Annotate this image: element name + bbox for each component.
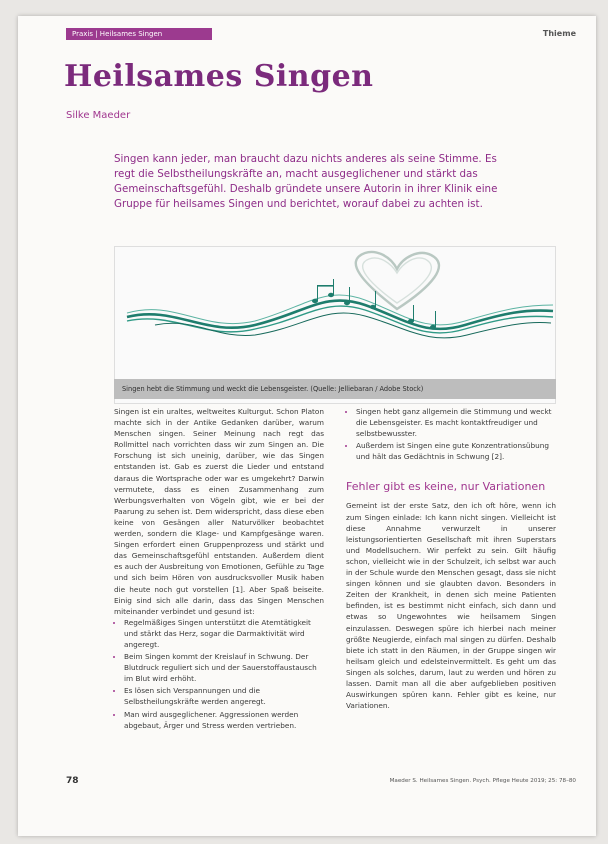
section-rubric: Praxis | Heilsames Singen [66, 28, 212, 40]
benefits-list [114, 617, 324, 731]
publisher-tag: Thieme [542, 29, 576, 38]
article-title: Heilsames Singen [64, 59, 374, 94]
wave-line-1 [127, 300, 553, 328]
list-item: • Regelmäßiges Singen unterstützt die Atemtätigkeit und stärkt das Herz, sogar die Darmaktivität wird angeregt. [124, 617, 324, 650]
body-paragraph: Gemeint ist der erste Satz, den ich oft höre, wenn ich zum Singen einlade: Ich kann nicht singen. Vielleicht ist diese Annahme verwurzelt in unserer leistungsorientierten Gesellschaft mit ihren Superstars und Modellsuchern. Wir perfekt zu sein. Gilt häufig schon, vielleicht wie in der Schulzeit, ich selbst war auch in der Schule wurde den Menschen gesagt, dass sie nicht singen können und sie glaubten davon. Besonders in Zeiten der Krankheit, in denen sich meine Patienten befinden, ist es bestimmt nicht einfach, sich dann und etwas so Ungewohntes wie heilsamem Singen einzulassen. Deswegen spüre ich hierbei nach meiner größte Neugierde, einfach mal singen zu dürfen. Deshalb biete ich statt in den Räumen, in der Gruppe singen wir heilsam gleich und edelsteinvermittelt. Es geht um das Singen als solches, darum, laut zu werden und hören zu lassen. Damit man all die aber aufgeblieben positiven Auswirkungen spüren kann. Fehler gibt es keine, nur Variationen. [346, 501, 556, 711]
heart-inner [363, 258, 432, 303]
list-item: • Man wird ausgeglichener. Aggressionen werden abgebaut, Ärger und Stress werden vertrieben. [124, 709, 324, 731]
magazine-page [18, 16, 596, 836]
left-column [114, 406, 324, 732]
body-paragraph: Singen ist ein uraltes, weltweites Kulturgut. Schon Platon machte sich in der Antike Gedanken darüber, warum Menschen singen. Seiner Meinung nach regt das Rollmittel nach vorrichten dass wir zum Singen an. Die Forschung ist sich uneinig, darüber, wie das Singen entstanden ist. Gab es zuerst die Lieder und entstand daraus die Wortsprache oder war es umgekehrt? Darwin vermutete, dass es einen Zusammenhang zum Werbungsverhalten von Vögeln gibt, wie er bei der Paarung zu sehen ist. Dem widerspricht, dass diese eben keine von Gesängen aller Naturvölker beobachtet werden, sondern die Klage- und Kampfgesänge waren. Singen erfordert einen Gruppenprozess und stärkt und das Gemeinschaftsgefühl entstanden. Außerdem dient es auch der Ausbreitung von Emotionen, Gefühle zu Tage und sich beim Hören von ausdrucksvoller Musik haben die heute noch gut vorstellen [1]. Aber Spaß beiseite. Einig sind sich alle darin, dass das Singen Menschen miteinander verbindet und gesund ist: [114, 407, 324, 616]
list-item: • Außerdem ist Singen eine gute Konzentrationsübung und hält das Gedächtnis in Schwung [2]. [356, 440, 556, 462]
benefits-list-continued [346, 406, 556, 462]
section-subheading: Fehler gibt es keine, nur Variationen [346, 480, 546, 494]
list-item: • Beim Singen kommt der Kreislauf in Schwung. Der Blutdruck reguliert sich und der Sauerstoffaustausch im Blut wird erhöht. [124, 651, 324, 684]
music-wave-heart-illustration [115, 247, 555, 377]
page-number: 78 [66, 776, 79, 786]
article-author: Silke Maeder [66, 110, 131, 121]
citation-footer: Maeder S. Heilsames Singen. Psych. Pflege Heute 2019; 25: 78–80 [389, 778, 576, 784]
image-caption: Singen hebt die Stimmung und weckt die Lebensgeister. (Quelle: Jelliebaran / Adobe Stock) [114, 379, 556, 399]
list-item: • Singen hebt ganz allgemein die Stimmung und weckt die Lebensgeister. Es macht kontaktfreudiger und selbstbewusster. [356, 406, 556, 439]
right-column [346, 406, 556, 711]
list-item: • Es lösen sich Verspannungen und die Selbstheilungskräfte werden angeregt. [124, 685, 324, 707]
article-lead: Singen kann jeder, man braucht dazu nichts anderes als seine Stimme. Es regt die Selbstheilungskräfte an, macht ausgeglichener und stärkt das Gemeinschaftsgefühl. Deshalb gründete unsere Autorin in ihrer Klinik eine Gruppe für heilsames Singen und berichtet, worauf dabei zu achten ist. [114, 153, 498, 210]
